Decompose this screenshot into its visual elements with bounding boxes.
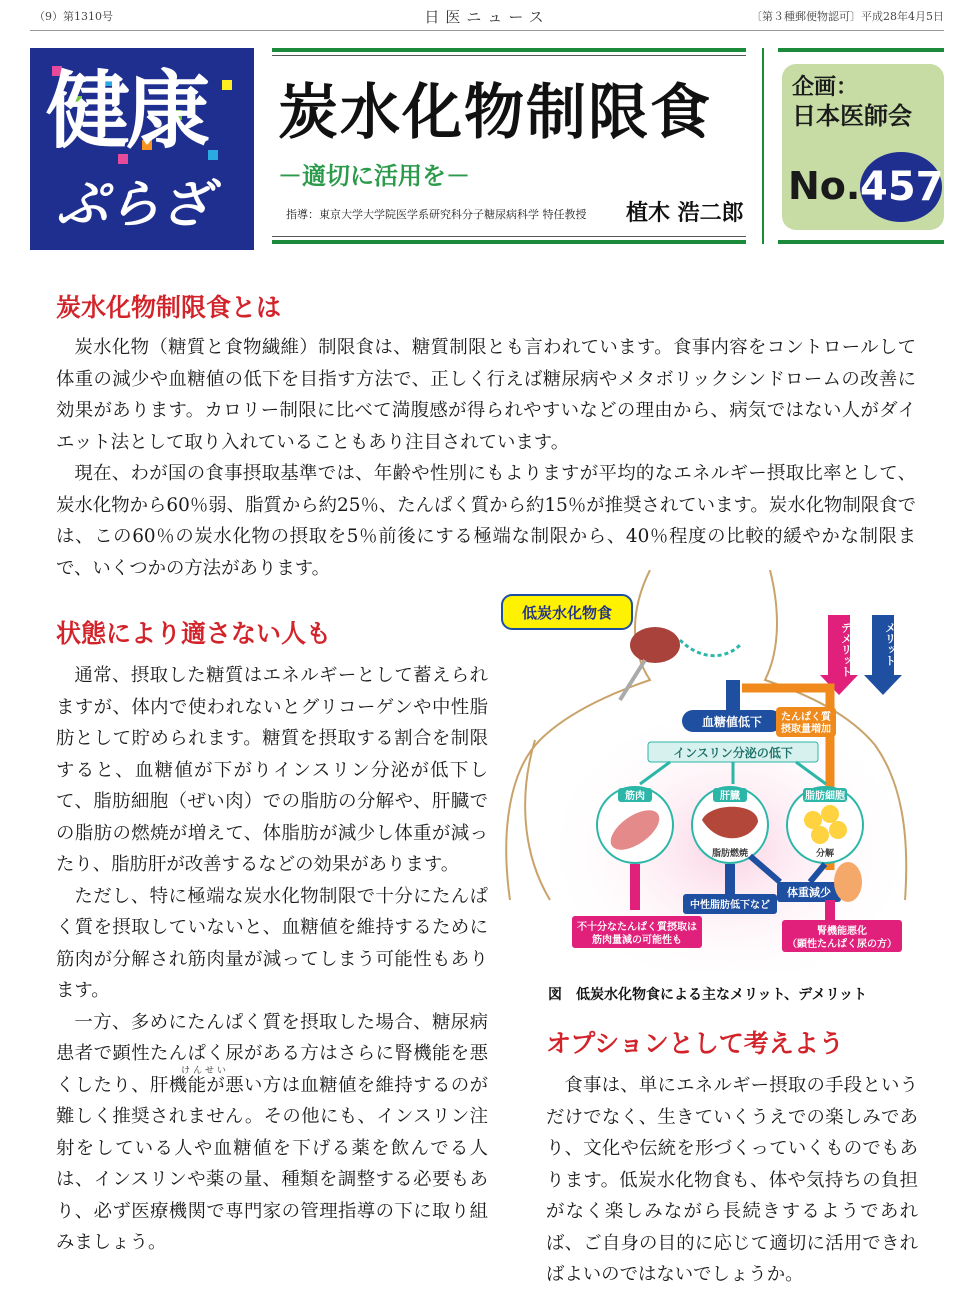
liver-label: 肝臓 <box>720 791 740 802</box>
fork-icon <box>620 660 645 700</box>
section-body <box>56 660 488 1259</box>
flow-arrow <box>726 680 740 710</box>
masthead-rule <box>30 30 944 31</box>
header-rule-bottom <box>778 240 944 244</box>
flow-arrow <box>725 864 735 894</box>
paragraph: 現在、わが国の食事摂取基準では、年齢や性別にもよりますが平均的なエネルギー摂取比率として、炭水化物から60％弱、脂質から約25％、たんぱく質から約15％が推奨されています。炭水化物制限食では、この60％の炭水化物の摂取を5％前後にする極端な制限から、40％程度の比較的緩やかな制限まで、いくつかの方法があります。 <box>56 463 916 579</box>
article-title: 炭水化物制限食 <box>278 78 712 148</box>
fat-cell-label: 脂肪細胞 <box>805 791 845 802</box>
supervisor-name: 植木 浩二郎 <box>626 201 744 226</box>
protein-up-label: 摂取量増加 <box>781 724 831 735</box>
logo-pixel <box>222 80 232 90</box>
tg-down-label: 中性脂肪低下など <box>690 900 770 911</box>
article-subtitle: －適切に活用を－ <box>278 162 470 190</box>
paragraph: 通常、摂取した糖質はエネルギーとして蓄えられますが、体内で使われないとグリコーゲンや中性脂肪として貯められます。糖質を摂取する割合を制限すると、血糖値が下がりインスリン分泌が低下して、脂肪細胞（ぜい肉）での脂肪の分解や、肝臓での脂肪の燃焼が増えて、体脂肪が減少し体重が減ったり、脂肪肝が改善するなどの効果があります。 <box>56 665 488 875</box>
furigana: けんせい <box>181 1066 230 1076</box>
section-body <box>546 1070 918 1291</box>
section-heading: 状態により適さない人も <box>56 619 332 648</box>
paragraph: 炭水化物（糖質と食物繊維）制限食は、糖質制限とも言われています。食事内容をコントロールして体重の減少や血糖値の低下を目指す方法で、正しく行えば糖尿病やメタボリックシンドロームの改善に効果があります。カロリー制限に比べて満腹感が得られやすいなどの理由から、病気ではない人がダイエット法として取り入れていることもあり注目されています。 <box>56 337 916 453</box>
planning-box <box>782 64 944 230</box>
paragraph: ただし、特に極端な炭水化物制限で十分にたんぱく質を摂取していないと、血糖値を維持するために筋肉が分解され筋肉量が減ってしまう可能性もあります。 <box>56 885 488 1001</box>
protein-up-label: たんぱく質 <box>781 712 831 723</box>
kidney-label: （顕性たんぱく尿の方） <box>787 939 897 950</box>
header-rule-thin <box>272 236 746 237</box>
fat-cell-icon <box>811 826 829 844</box>
section-heading: 炭水化物制限食とは <box>56 293 282 322</box>
number-badge: 457 <box>860 152 942 222</box>
demerit-label: デメリット <box>839 622 853 677</box>
header-rule-thin <box>272 55 746 56</box>
header-divider <box>762 48 764 244</box>
fat-burn-label: 脂肪燃焼 <box>711 849 749 859</box>
header-rule-bottom <box>272 240 746 244</box>
arm-outline <box>525 740 550 900</box>
kenko-plaza-logo <box>30 48 254 250</box>
fat-cell-icon <box>821 805 839 823</box>
breakdown-label: 分解 <box>815 849 835 859</box>
meat-icon <box>630 627 680 663</box>
issue-date: 〔第３種郵便物認可〕平成28年4月5日 <box>751 10 944 23</box>
mouth-arrow <box>680 640 740 656</box>
merit-demerit-diagram <box>480 570 950 980</box>
header-rule-top <box>272 48 746 52</box>
kidney-label: 腎機能悪化 <box>817 926 867 937</box>
kidney-icon <box>834 862 862 902</box>
plan-org: 日本医師会 <box>792 102 912 130</box>
section-body <box>56 332 916 584</box>
muscle-warning-label: 筋肉量減の可能性も <box>592 935 682 946</box>
merit-label: メリット <box>883 622 897 666</box>
issue-number: （9）第1310号 <box>34 10 113 23</box>
newspaper-name: 日医ニュース <box>424 8 550 26</box>
glucose-down-label: 血糖値低下 <box>701 715 763 729</box>
paragraph: 一方、多めにたんぱく質を摂取した場合、糖尿病患者で顕性たんぱく尿がある方はさらに腎機能を悪くしたり、肝機能が悪い方は血糖値を維持するのが難しく推奨されません。その他にも、インスリン注射をしている人や血糖値を下げる薬を飲んでる人は、インスリンや薬の量、種類を調整する必要もあり、必ず医療機関で専門家の管理指導の下に取り組みましょう。 <box>56 1011 488 1253</box>
weight-down-label: 体重減少 <box>787 886 831 899</box>
section-heading: オプションとして考えよう <box>546 1029 844 1058</box>
supervisor-affiliation: 指導：東京大学大学院医学系研究科分子糖尿病科学 特任教授 <box>286 208 587 221</box>
logo-text-kenko: 健康 <box>46 62 207 160</box>
muscle-loss-arrow <box>630 864 640 910</box>
figure-caption: 図 低炭水化物食による主なメリット、デメリット <box>548 987 868 1003</box>
paragraph: 食事は、単にエネルギー摂取の手段というだけでなく、生きていくうえでの楽しみであり、文化や伝統を形づくっていくものでもあります。低炭水化物食も、体や気持ちの負担がなく楽しみながら長続きするようであれば、ご自身の目的に応じて適切に活用できればよいのではないでしょうか。 <box>546 1075 918 1285</box>
kidney-arrow <box>825 900 835 920</box>
logo-text-plaza: ぷらざ <box>56 175 213 235</box>
muscle-warning-label: 不十分なたんぱく質摂取は <box>577 922 697 933</box>
insulin-down-label: インスリン分泌の低下 <box>673 746 793 760</box>
muscle-label: 筋肉 <box>625 791 645 802</box>
fat-cell-icon <box>829 821 847 839</box>
header-rule-top <box>778 48 944 52</box>
plan-label: 企画： <box>792 75 859 100</box>
merit-arrow-head <box>864 675 902 695</box>
bubble-label: 低炭水化物食 <box>521 604 613 622</box>
number-label: No. <box>788 164 861 208</box>
logo-pixel <box>208 150 218 160</box>
